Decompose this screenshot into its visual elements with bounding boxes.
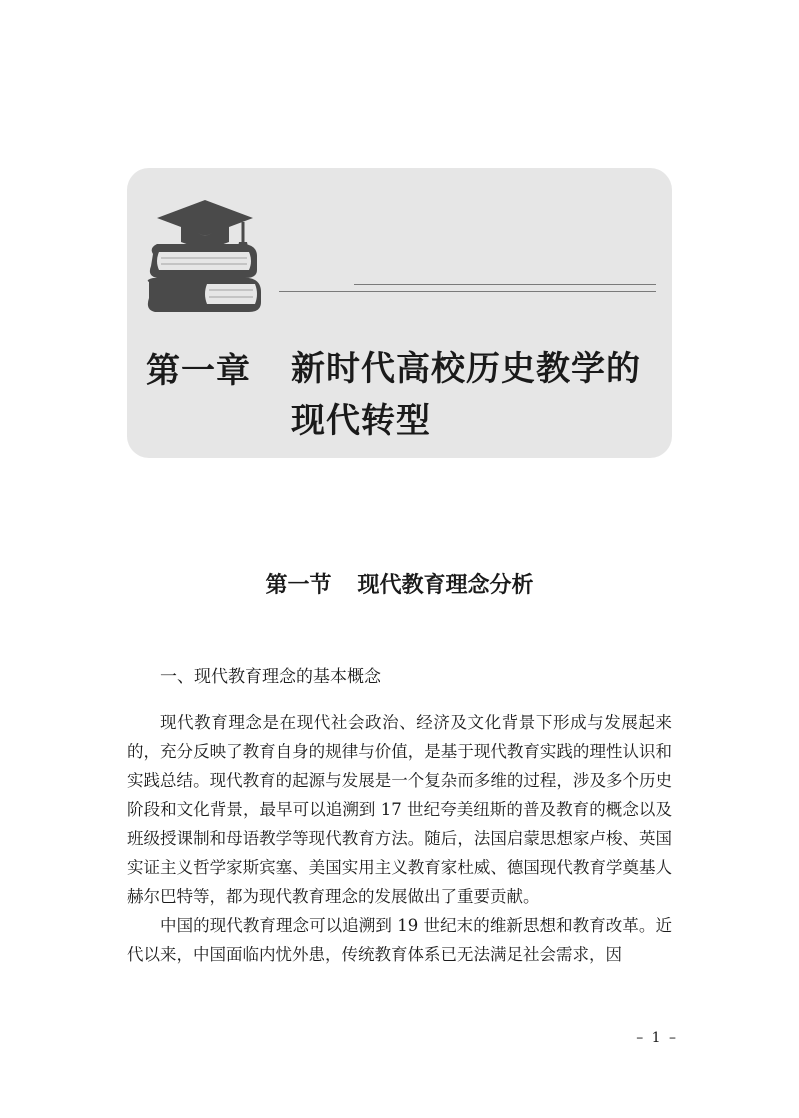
section-number: 第一节 [265,572,332,598]
subsection-heading: 一、现代教育理念的基本概念 [160,667,381,687]
chapter-title: 新时代高校历史教学的现代转型 [291,349,641,441]
page-number: – 1 – [636,1030,678,1046]
decorative-rule-upper [354,284,656,285]
body-text [127,708,672,969]
chapter-label: 第一章 [146,351,251,391]
section-title: 现代教育理念分析 [357,572,534,598]
paragraph: 现代教育理念是在现代社会政治、经济及文化背景下形成与发展起来的，充分反映了教育自身的规律与价值，是基于现代教育实践的理性认识和实践总结。现代教育的起源与发展是一个复杂而多维的过程，涉及多个历史阶段和文化背景，最早可以追溯到 17 世纪夸美纽斯的普及教育的概念以及班级授课制和母语教学等现代教育方法。随后，法国启蒙思想家卢梭、英国实证主义哲学家斯宾塞、美国实用主义教育家杜威、德国现代教育学奠基人赫尔巴特等，都为现代教育理念的发展做出了重要贡献。 [127,713,672,906]
paragraph: 中国的现代教育理念可以追溯到 19 世纪末的维新思想和教育改革。近代以来，中国面临内忧外患，传统教育体系已无法满足社会需求，因 [127,916,672,964]
graduation-cap-books-icon [145,198,265,316]
section-heading [0,568,799,599]
decorative-rule-lower [279,291,656,292]
